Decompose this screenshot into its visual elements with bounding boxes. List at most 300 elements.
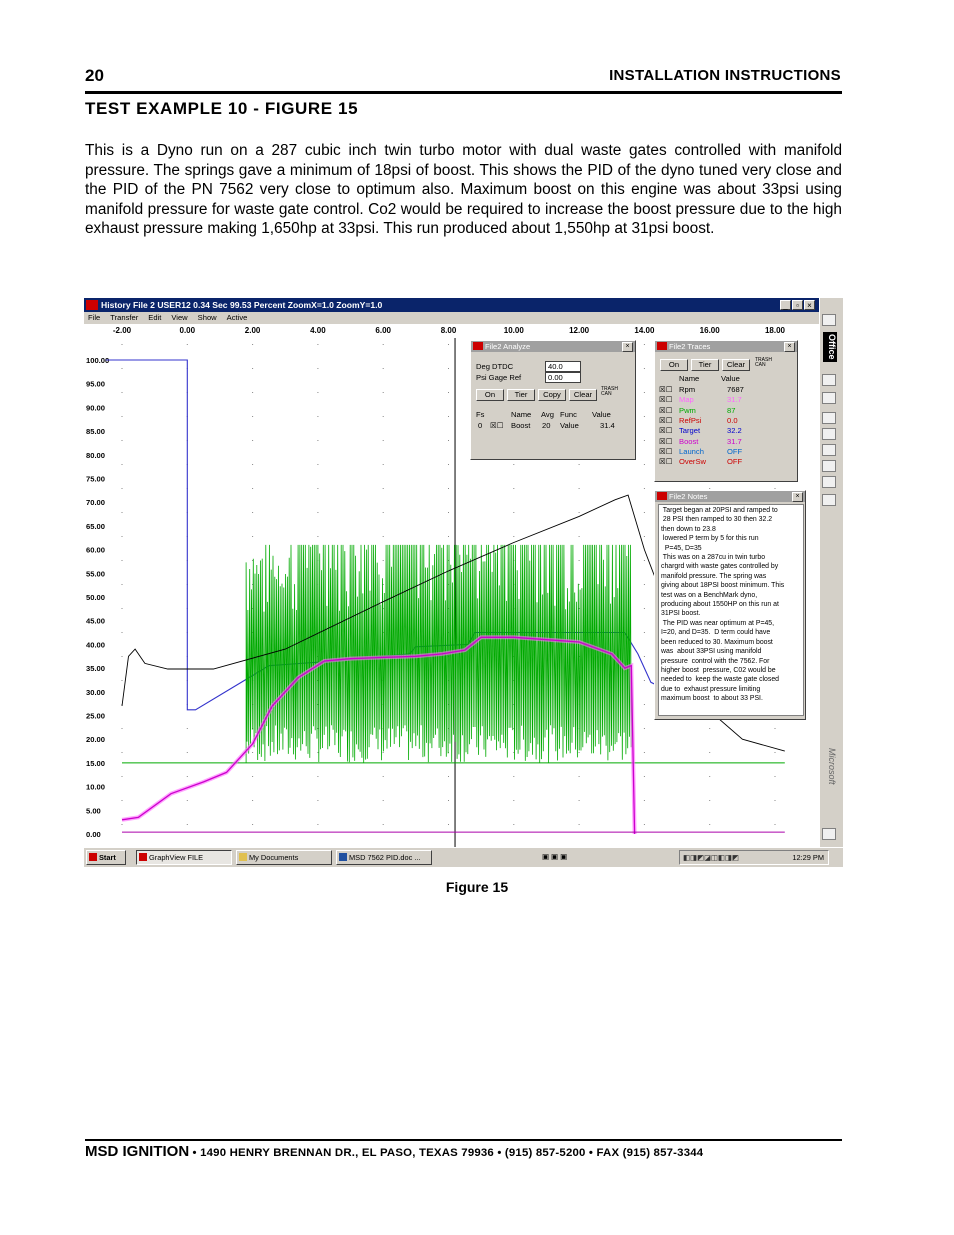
analyze-dialog-title: File2 Analyze [485, 342, 531, 351]
grid-dot [252, 440, 253, 441]
menu-view[interactable]: View [171, 313, 188, 322]
grid-dot [187, 800, 188, 801]
menu-file[interactable]: File [88, 313, 101, 322]
trace-name: Target [679, 426, 701, 436]
task-label: MSD 7562 PID.doc ... [349, 853, 421, 862]
trace-checkboxes[interactable]: ☒☐ [659, 426, 673, 436]
menu-show[interactable]: Show [197, 313, 217, 322]
trace-checkboxes[interactable]: ☒☐ [659, 415, 673, 425]
grid-dot [122, 632, 123, 633]
traces-dialog-title: File2 Traces [669, 342, 711, 351]
grid-dot [644, 488, 645, 489]
menu-transfer[interactable]: Transfer [110, 313, 139, 322]
grid-dot [317, 416, 318, 417]
office-app-icon[interactable] [822, 828, 836, 840]
psi-label: Psi Gage Ref [476, 373, 522, 382]
graph-area[interactable] [84, 324, 819, 847]
grid-dot [187, 344, 188, 345]
grid-dot [448, 440, 449, 441]
x-tick-label: 6.00 [375, 326, 391, 335]
office-app-icon[interactable] [822, 494, 836, 506]
grid-dot [383, 776, 384, 777]
notes-line: 31PSI boost. [661, 610, 701, 618]
y-tick-label: 65.00 [86, 521, 106, 531]
grid-dot [383, 392, 384, 393]
row-name: Boost [511, 421, 531, 430]
microsoft-label: Microsoft [827, 748, 837, 785]
grid-dot [579, 536, 580, 537]
msd-logo-icon [139, 853, 147, 861]
analyze-dialog-titlebar [471, 341, 635, 352]
notes-line: lowered P term by 5 for this run [661, 535, 759, 543]
task-label: My Documents [249, 853, 299, 862]
grid-dot [383, 800, 384, 801]
grid-dot [122, 344, 123, 345]
grid-dot [644, 656, 645, 657]
grid-dot [122, 824, 123, 825]
traces-close-button[interactable]: × [784, 342, 795, 352]
row-checkboxes[interactable]: ☒☐ [490, 421, 504, 430]
msd-logo-icon [86, 300, 98, 310]
notes-line: Target began at 20PSI and ramped to [661, 507, 778, 514]
notes-dialog-titlebar [655, 491, 805, 502]
traces-col-name: Name [679, 374, 700, 383]
office-app-icon[interactable] [822, 374, 836, 386]
grid-dot [187, 776, 188, 777]
office-app-icon[interactable] [822, 460, 836, 472]
grid-dot [644, 776, 645, 777]
trace-name: RefPsi [679, 415, 702, 425]
grid-dot [775, 728, 776, 729]
notes-line: giving about 18PSI boost minimum. This [661, 582, 785, 590]
grid-dot [317, 368, 318, 369]
restore-button[interactable]: ▫ [792, 300, 803, 310]
grid-dot [187, 728, 188, 729]
grid-dot [644, 536, 645, 537]
figure-caption: Figure 15 [445, 879, 509, 895]
notes-line: chargrd with waste gates controlled by [661, 563, 779, 571]
grid-dot [122, 752, 123, 753]
grid-dot [775, 776, 776, 777]
grid-dot [383, 824, 384, 825]
grid-dot [317, 344, 318, 345]
grid-dot [644, 440, 645, 441]
grid-dot [709, 800, 710, 801]
grid-dot [513, 536, 514, 537]
menu-active[interactable]: Active [226, 313, 248, 322]
grid-dot [448, 776, 449, 777]
col-fs: Fs [476, 410, 485, 419]
task-my-documents[interactable] [236, 850, 332, 865]
header-rule [85, 91, 842, 94]
grid-dot [383, 488, 384, 489]
col-name: Name [511, 410, 532, 419]
window-title: History File 2 USER12 0.34 Sec 99.53 Percent ZoomX=1.0 ZoomY=1.0 [101, 300, 383, 310]
trace-name: Boost [679, 436, 699, 446]
x-tick-label: 18.00 [764, 326, 786, 335]
msd-logo-icon [473, 342, 483, 350]
traces-tier-button[interactable]: Tier [691, 359, 719, 371]
traces-clear-button[interactable]: Clear [722, 359, 750, 371]
y-tick-label: 45.00 [86, 616, 106, 626]
grid-dot [513, 800, 514, 801]
menu-bar [84, 312, 819, 324]
footer [85, 1143, 703, 1160]
notes-line: then down to 23.8 [661, 525, 716, 533]
trace-value: OFF [727, 446, 743, 456]
grid-dot [513, 512, 514, 513]
analyze-clear-button[interactable]: Clear [569, 389, 597, 401]
y-tick-label: 40.00 [86, 640, 106, 650]
system-tray [679, 850, 829, 865]
notes-line: was about 33PSI using manifold [661, 648, 762, 656]
grid-dot [122, 488, 123, 489]
x-tick-label: 10.00 [503, 326, 524, 335]
grid-dot [252, 368, 253, 369]
traces-col-value: Value [721, 374, 740, 383]
office-app-icon[interactable] [822, 428, 836, 440]
trace-value: 0.0 [727, 415, 738, 425]
notes-line: pressure control with the 7562. For [661, 657, 770, 665]
trace-value: OFF [727, 457, 743, 467]
notes-line: test was on a BenchMark dyno, [661, 591, 758, 599]
grid-dot [252, 464, 253, 465]
grid-dot [122, 536, 123, 537]
trace-value: 31.7 [727, 395, 742, 405]
y-tick-label: 85.00 [86, 427, 106, 437]
grid-dot [122, 584, 123, 585]
office-app-icon[interactable] [822, 392, 836, 404]
y-tick-label: 25.00 [86, 711, 106, 721]
y-tick-label: 35.00 [86, 664, 106, 674]
grid-dot [579, 512, 580, 513]
start-button[interactable] [86, 850, 126, 865]
grid-dot [644, 512, 645, 513]
task-word-doc[interactable] [336, 850, 432, 865]
grid-dot [709, 728, 710, 729]
grid-dot [579, 464, 580, 465]
notes-close-button[interactable]: × [792, 492, 803, 502]
msd-logo-icon [657, 492, 667, 500]
grid-dot [317, 800, 318, 801]
col-value: Value [592, 410, 611, 419]
deg-label: Deg DTDC [476, 362, 514, 371]
x-tick-label: 2.00 [244, 326, 261, 335]
grid-dot [644, 824, 645, 825]
grid-dot [579, 752, 580, 753]
notes-line: maximum boost to about 33 PSI. [661, 695, 763, 703]
grid-dot [448, 800, 449, 801]
notes-line: manifold pressure. The spring was [661, 572, 767, 580]
quicklaunch[interactable] [540, 850, 590, 865]
notes-line: This was on a 287cu in twin turbo [661, 554, 766, 562]
y-tick-label: 20.00 [86, 735, 106, 745]
x-tick-label: 12.00 [569, 326, 590, 335]
grid-dot [448, 488, 449, 489]
grid-dot [252, 752, 253, 753]
trace-value: 32.2 [727, 426, 742, 436]
grid-dot [644, 608, 645, 609]
grid-dot [644, 752, 645, 753]
footer-rule [85, 1139, 842, 1141]
grid-dot [317, 488, 318, 489]
window-titlebar [84, 298, 819, 312]
grid-dot [644, 704, 645, 705]
grid-dot [383, 368, 384, 369]
grid-dot [644, 416, 645, 417]
grid-dot [122, 368, 123, 369]
word-icon [339, 853, 347, 861]
section-title: TEST EXAMPLE 10 - FIGURE 15 [85, 99, 359, 118]
row-avg: 20 [542, 421, 551, 430]
header-title: INSTALLATION INSTRUCTIONS [609, 67, 841, 84]
grid-dot [709, 752, 710, 753]
grid-dot [252, 416, 253, 417]
office-app-icon[interactable] [822, 444, 836, 456]
grid-dot [775, 824, 776, 825]
grid-dot [513, 776, 514, 777]
figure-screenshot [84, 298, 843, 867]
grid-dot [122, 680, 123, 681]
trace-checkboxes[interactable]: ☒☐ [659, 446, 673, 456]
grid-dot [644, 632, 645, 633]
page-number: 20 [85, 66, 104, 85]
grid-dot [775, 800, 776, 801]
grid-dot [122, 440, 123, 441]
office-app-icon[interactable] [822, 476, 836, 488]
task-label: GraphView FILE [149, 853, 204, 862]
grid-dot [122, 392, 123, 393]
grid-dot [122, 560, 123, 561]
analyze-on-button[interactable]: On [476, 389, 504, 401]
y-tick-label: 60.00 [86, 545, 106, 555]
notes-line: higher boost pressure, C02 would be [661, 666, 776, 674]
x-tick-label: 8.00 [440, 326, 457, 335]
trace-value: 7687 [727, 385, 744, 394]
col-avg: Avg [541, 410, 554, 419]
grid-dot [252, 824, 253, 825]
grid-dot [448, 344, 449, 345]
menu-edit[interactable]: Edit [148, 313, 162, 322]
grid-dot [252, 512, 253, 513]
traces-on-button[interactable]: On [660, 359, 688, 371]
grid-dot [317, 752, 318, 753]
grid-dot [317, 464, 318, 465]
grid-dot [448, 392, 449, 393]
grid-dot [383, 512, 384, 513]
grid-dot [644, 368, 645, 369]
y-tick-label: 15.00 [86, 758, 106, 768]
grid-dot [513, 464, 514, 465]
grid-dot [644, 800, 645, 801]
grid-dot [644, 584, 645, 585]
grid-dot [383, 752, 384, 753]
col-func: Func [560, 410, 577, 419]
grid-dot [383, 344, 384, 345]
grid-dot [252, 488, 253, 489]
grid-dot [579, 800, 580, 801]
analyze-copy-button[interactable]: Copy [538, 389, 566, 401]
clock: 12:29 PM [792, 853, 824, 862]
grid-dot [579, 584, 580, 585]
close-button[interactable]: × [804, 300, 815, 310]
traces-dialog [654, 340, 798, 482]
body-paragraph: This is a Dyno run on a 287 cubic inch twin turbo motor with dual waste gates controlled with manifold pressure. The springs gave a minimum of 18psi of boost. This shows the PID of the dyno tuned very close and the PID of the PN 7562 very close to optimum also. Maximum boost on this engine was about 33psi using manifold pressure for waste gate control. Co2 would be required to increase the boost pressure due to the high exhaust pressure making 1,650hp at 33psi. This run produced about 1,550hp at 31psi boost. [85, 142, 842, 238]
grid-dot [187, 824, 188, 825]
y-tick-label: 50.00 [86, 593, 106, 602]
psi-field[interactable]: 0.00 [545, 372, 581, 383]
grid-dot [317, 728, 318, 729]
grid-dot [122, 656, 123, 657]
footer-address: • 1490 HENRY BRENNAN DR., EL PASO, TEXAS 79936 • (915) 857-5200 • FAX (915) 857-3344 [189, 1147, 704, 1159]
grid-dot [579, 824, 580, 825]
grid-dot [579, 776, 580, 777]
grid-dot [644, 392, 645, 393]
trace-name: OverSw [679, 457, 707, 467]
grid-dot [252, 392, 253, 393]
footer-brand: MSD IGNITION [85, 1143, 190, 1160]
analyze-close-button[interactable]: × [622, 342, 633, 352]
task-graphview[interactable] [136, 850, 232, 865]
minimize-button[interactable]: _ [780, 300, 791, 310]
row-func: Value [560, 421, 579, 430]
trace-value: 87 [727, 405, 736, 415]
notes-line: The PID was near optimum at P=45, [661, 619, 775, 627]
trace-value: 31.7 [727, 436, 742, 446]
office-app-icon[interactable] [822, 412, 836, 424]
x-tick-label: 0.00 [179, 326, 196, 335]
grid-dot [252, 776, 253, 777]
trace-name: Pwm [679, 405, 696, 415]
grid-dot [317, 536, 318, 537]
grid-dot [644, 464, 645, 465]
y-tick-label: 0.00 [86, 830, 101, 839]
trace-name: Launch [679, 446, 704, 456]
notes-dialog-title: File2 Notes [669, 492, 708, 501]
analyze-dialog [470, 340, 636, 460]
grid-dot [448, 416, 449, 417]
grid-dot [448, 512, 449, 513]
trace-checkboxes[interactable]: ☒☐ [659, 405, 673, 415]
office-logo-icon[interactable] [822, 314, 836, 326]
notes-textarea[interactable] [658, 504, 804, 716]
x-tick-label: -2.00 [112, 326, 132, 335]
trace-checkboxes[interactable]: ☒☐ [659, 457, 673, 467]
grid-dot [317, 824, 318, 825]
grid-dot [383, 464, 384, 465]
row-fs: 0 [478, 421, 483, 430]
y-tick-label: 75.00 [86, 474, 106, 484]
grid-dot [383, 416, 384, 417]
grid-dot [122, 512, 123, 513]
notes-dialog [654, 490, 806, 720]
grid-dot [317, 392, 318, 393]
notes-line: due to exhaust pressure limiting [661, 685, 761, 693]
y-tick-label: 55.00 [86, 569, 106, 579]
grid-dot [448, 536, 449, 537]
windows-logo-icon [89, 853, 97, 861]
grid-dot [252, 344, 253, 345]
notes-line: been reduced to 30. Maximum boost [661, 638, 773, 646]
grid-dot [122, 608, 123, 609]
grid-dot [122, 728, 123, 729]
deg-field[interactable]: 40.0 [545, 361, 581, 372]
grid-dot [317, 512, 318, 513]
grid-dot [644, 560, 645, 561]
grid-dot [709, 776, 710, 777]
grid-dot [709, 824, 710, 825]
grid-dot [644, 344, 645, 345]
grid-dot [122, 464, 123, 465]
grid-dot [317, 440, 318, 441]
notes-line: P=45, D=35 [661, 544, 702, 552]
x-tick-label: 4.00 [310, 326, 326, 335]
grid-dot [513, 488, 514, 489]
trace-name: Map [679, 395, 694, 405]
grid-dot [513, 824, 514, 825]
y-tick-label: 100.00 [86, 356, 110, 365]
grid-dot [579, 560, 580, 561]
grid-dot [383, 560, 384, 561]
grid-dot [252, 800, 253, 801]
grid-dot [122, 800, 123, 801]
analyze-tier-button[interactable]: Tier [507, 389, 535, 401]
quicklaunch-icon[interactable]: ▣ ▣ ▣ [542, 852, 568, 861]
trace-name: Rpm [679, 385, 696, 394]
row-value: 31.4 [600, 421, 615, 430]
x-tick-label: 14.00 [634, 326, 655, 335]
grid-dot [448, 824, 449, 825]
grid-dot [187, 752, 188, 753]
grid-dot [775, 752, 776, 753]
trash-can-icon[interactable]: TRASH CAN [601, 386, 618, 397]
y-tick-label: 95.00 [86, 379, 106, 389]
trace-checkboxes[interactable]: ☒☐ [659, 395, 673, 405]
tray-icons[interactable]: ◧◨◩◪◫◧◨◩ [683, 853, 739, 862]
grid-dot [775, 488, 776, 489]
notes-line: producing about 1550HP on this run at [661, 601, 779, 609]
traces-dialog-titlebar [655, 341, 797, 352]
grid-dot [383, 536, 384, 537]
trace-checkboxes[interactable]: ☒☐ [659, 385, 673, 394]
msd-logo-icon [657, 342, 667, 350]
start-label: Start [99, 853, 116, 862]
notes-line: needed to keep the waste gate closed [661, 676, 779, 684]
y-tick-label: 80.00 [86, 450, 106, 460]
y-tick-label: 70.00 [86, 498, 106, 508]
y-tick-label: 30.00 [86, 687, 106, 697]
notes-line: 28 PSI then ramped to 30 then 32.2 [661, 516, 773, 524]
grid-dot [709, 488, 710, 489]
grid-dot [448, 368, 449, 369]
trash-can-icon[interactable]: TRASH CAN [755, 357, 772, 368]
grid-dot [644, 680, 645, 681]
x-tick-label: 16.00 [699, 326, 720, 335]
grid-dot [122, 776, 123, 777]
grid-dot [317, 776, 318, 777]
y-tick-label: 90.00 [86, 403, 106, 413]
grid-dot [448, 464, 449, 465]
y-tick-label: 10.00 [86, 782, 106, 792]
y-tick-label: 5.00 [86, 806, 101, 816]
folder-icon [239, 853, 247, 861]
trace-checkboxes[interactable]: ☒☐ [659, 436, 673, 446]
grid-dot [252, 536, 253, 537]
grid-dot [579, 488, 580, 489]
taskbar [84, 847, 843, 867]
grid-dot [122, 416, 123, 417]
grid-dot [383, 440, 384, 441]
